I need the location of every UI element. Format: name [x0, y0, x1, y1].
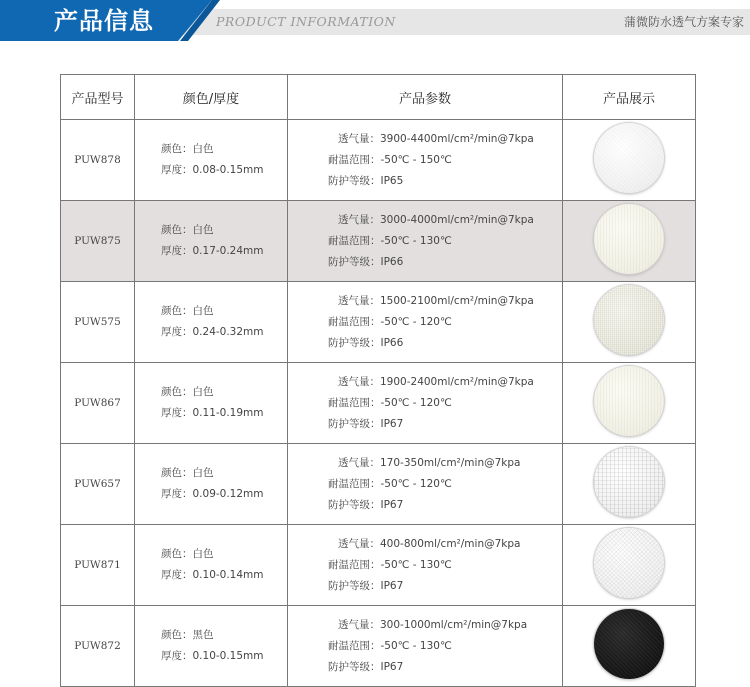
protection-level-text: 防护等级：IP67 — [328, 660, 404, 673]
table-row — [61, 363, 696, 444]
color-text: 颜色：黑色 — [161, 629, 214, 641]
section-header — [0, 0, 750, 44]
color-thickness-cell — [135, 363, 288, 444]
protection-level-text: 防护等级：IP66 — [328, 336, 404, 349]
color-thickness-cell — [135, 201, 288, 282]
temperature-range-text: 耐温范围：-50℃ - 150℃ — [328, 153, 452, 166]
parameters-cell — [288, 525, 563, 606]
thickness-text: 厚度：0.11-0.19mm — [161, 407, 264, 419]
permeability-text: 透气量：3900-4400ml/cm²/min@7kpa — [338, 132, 534, 145]
protection-level-text: 防护等级：IP65 — [328, 174, 404, 187]
model-number: PUW872 — [61, 606, 135, 687]
membrane-sample-image — [594, 609, 664, 679]
thickness-text: 厚度：0.17-0.24mm — [161, 245, 264, 257]
membrane-sample-image — [594, 528, 664, 598]
parameters-cell — [288, 282, 563, 363]
protection-level-text: 防护等级：IP67 — [328, 498, 404, 511]
product-image-cell — [563, 363, 696, 444]
membrane-sample-image — [594, 285, 664, 355]
parameters-cell — [288, 201, 563, 282]
temperature-range-text: 耐温范围：-50℃ - 120℃ — [328, 315, 452, 328]
product-image-cell — [563, 444, 696, 525]
membrane-sample-image — [594, 366, 664, 436]
membrane-sample-image — [594, 447, 664, 517]
table-row — [61, 444, 696, 525]
company-slogan: 蒲微防水透气方案专家 — [623, 15, 744, 29]
thickness-text: 厚度：0.24-0.32mm — [161, 326, 264, 338]
parameters-cell — [288, 444, 563, 525]
thickness-text: 厚度：0.09-0.12mm — [161, 488, 264, 500]
permeability-text: 透气量：1500-2100ml/cm²/min@7kpa — [338, 294, 534, 307]
column-header-display: 产品展示 — [563, 75, 696, 120]
model-number: PUW657 — [61, 444, 135, 525]
table-header-row — [61, 75, 696, 120]
table-row — [61, 282, 696, 363]
model-number: PUW575 — [61, 282, 135, 363]
membrane-sample-image — [594, 204, 664, 274]
protection-level-text: 防护等级：IP67 — [328, 579, 404, 592]
color-thickness-cell — [135, 606, 288, 687]
table-row — [61, 201, 696, 282]
color-thickness-cell — [135, 444, 288, 525]
color-text: 颜色：白色 — [161, 548, 214, 560]
color-thickness-cell — [135, 525, 288, 606]
column-header-color-thickness: 颜色/厚度 — [135, 75, 288, 120]
temperature-range-text: 耐温范围：-50℃ - 120℃ — [328, 477, 452, 490]
product-image-cell — [563, 120, 696, 201]
parameters-cell — [288, 120, 563, 201]
permeability-text: 透气量：170-350ml/cm²/min@7kpa — [338, 456, 521, 469]
product-image-cell — [563, 525, 696, 606]
temperature-range-text: 耐温范围：-50℃ - 120℃ — [328, 396, 452, 409]
permeability-text: 透气量：3000-4000ml/cm²/min@7kpa — [338, 213, 534, 226]
temperature-range-text: 耐温范围：-50℃ - 130℃ — [328, 234, 452, 247]
permeability-text: 透气量：400-800ml/cm²/min@7kpa — [338, 537, 521, 550]
product-image-cell — [563, 606, 696, 687]
model-number: PUW878 — [61, 120, 135, 201]
parameters-cell — [288, 363, 563, 444]
membrane-sample-image — [594, 123, 664, 193]
color-text: 颜色：白色 — [161, 143, 214, 155]
protection-level-text: 防护等级：IP67 — [328, 417, 404, 430]
color-text: 颜色：白色 — [161, 386, 214, 398]
color-thickness-cell — [135, 120, 288, 201]
table-row — [61, 606, 696, 687]
model-number: PUW867 — [61, 363, 135, 444]
thickness-text: 厚度：0.10-0.14mm — [161, 569, 264, 581]
product-image-cell — [563, 201, 696, 282]
permeability-text: 透气量：300-1000ml/cm²/min@7kpa — [338, 618, 528, 631]
temperature-range-text: 耐温范围：-50℃ - 130℃ — [328, 558, 452, 571]
table-row — [61, 525, 696, 606]
product-image-cell — [563, 282, 696, 363]
column-header-model: 产品型号 — [61, 75, 135, 120]
model-number: PUW871 — [61, 525, 135, 606]
color-text: 颜色：白色 — [161, 467, 214, 479]
model-number: PUW875 — [61, 201, 135, 282]
temperature-range-text: 耐温范围：-50℃ - 130℃ — [328, 639, 452, 652]
color-text: 颜色：白色 — [161, 305, 214, 317]
page-subtitle: PRODUCT INFORMATION — [216, 14, 396, 29]
column-header-parameters: 产品参数 — [288, 75, 563, 120]
thickness-text: 厚度：0.08-0.15mm — [161, 164, 264, 176]
product-spec-table — [60, 74, 696, 687]
page-title: 产品信息 — [54, 7, 154, 35]
parameters-cell — [288, 606, 563, 687]
table-row — [61, 120, 696, 201]
permeability-text: 透气量：1900-2400ml/cm²/min@7kpa — [338, 375, 534, 388]
protection-level-text: 防护等级：IP66 — [328, 255, 404, 268]
color-thickness-cell — [135, 282, 288, 363]
thickness-text: 厚度：0.10-0.15mm — [161, 650, 264, 662]
color-text: 颜色：白色 — [161, 224, 214, 236]
